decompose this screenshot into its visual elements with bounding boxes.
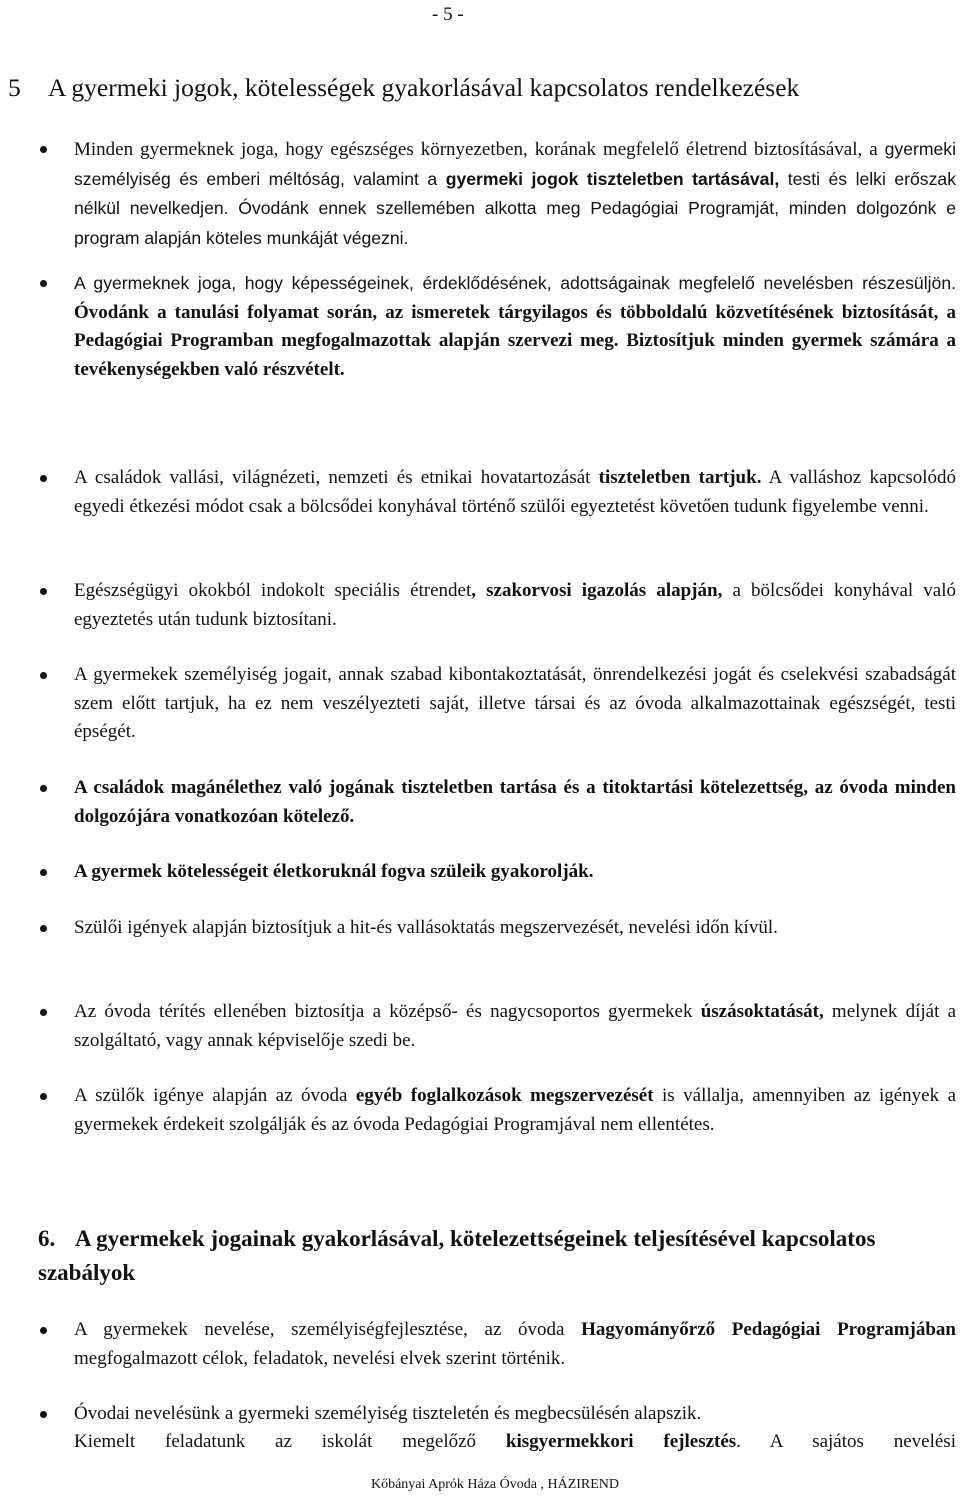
list-item-diet: Egészségügyi okokból indokolt speciális étrendet, szakorvosi igazolás alapján, a bölcsődei konyhával való egyeztetés után tudunk biztosítani. xyxy=(74,577,956,634)
list-item-respect: Óvodai nevelésünk a gyermeki személyiség tiszteletén és megbecsülésén alapszik. xyxy=(74,1400,956,1429)
list-item-religious-education: Szülői igények alapján biztosítjuk a hit-és vallásoktatás megszervezését, nevelési időn kívül. xyxy=(74,914,956,943)
list-item-other-activities: A szülők igénye alapján az óvoda egyéb foglalkozások megszervezését is vállalja, amennyiben az igények a gyermekek érdekeit szolgálják és az óvoda Pedagógiai Programjával nem ellentétes. xyxy=(74,1082,956,1139)
page-footer: Kőbányai Aprók Háza Óvoda , HÁZIREND xyxy=(370,1477,620,1492)
list-item-personal-rights: A gyermekek személyiség jogait, annak szabad kibontakoztatását, önrendelkezési jogát és cselekvési szabadságát szem előtt tartjuk, ha ez nem veszélyezteti saját, illetve társai és az óvoda alkalmazottainak egészségét, testi épségét. xyxy=(74,661,956,747)
section-5-title: A gyermeki jogok, kötelességek gyakorlásával kapcsolatos rendelkezések xyxy=(48,73,800,102)
section-5-number: 5 xyxy=(8,73,21,102)
page-number: - 5 - xyxy=(432,4,464,25)
list-item-education-program: A gyermekek nevelése, személyiségfejlesztése, az óvoda Hagyományőrző Pedagógiai Programjában megfogalmazott célok, feladatok, nevelési elvek szerint történik. xyxy=(74,1316,956,1373)
section-6-heading xyxy=(38,1222,938,1290)
list-item-religion: A családok vallási, világnézeti, nemzeti és etnikai hovatartozását tiszteletben tartjuk. A valláshoz kapcsolódó egyedi étkezési módot csak a bölcsődei konyhával történő szülői egyeztetést követően tudunk figyelembe venni. xyxy=(74,464,956,521)
section-6-number: 6. xyxy=(38,1226,56,1251)
list-item-swimming: Az óvoda térítés ellenében biztosítja a középső- és nagycsoportos gyermekek úszásoktatását, melynek díját a szolgáltató, vagy annak képviselője szedi be. xyxy=(74,998,956,1055)
list-item-duties: A gyermek kötelességeit életkoruknál fogva szüleik gyakorolják. xyxy=(74,858,956,887)
list-item-child-rights: Minden gyermeknek joga, hogy egészséges környezetben, korának megfelelő életrend biztosításával, a gyermeki személyiség és emberi méltóság, valamint a gyermeki jogok tiszteletben tartásával, testi és lelki erőszak nélkül nevelkedjen. Óvodánk ennek szellemében alkotta meg Pedagógiai Programját, minden dolgozónk e program alapján köteles munkáját végezni. xyxy=(74,135,956,253)
list-item-abilities: A gyermeknek joga, hogy képességeinek, érdeklődésének, adottságainak megfelelő nevelésben részesüljön. Óvodánk a tanulási folyamat során, az ismeretek tárgyilagos és többoldalú közvetítésének biztosítását, a Pedagógiai Programban megfogalmazottak alapján szervezi meg. Biztosítjuk minden gyermek számára a tevékenységekben való részvételt. xyxy=(74,269,956,384)
paragraph-continuation: Kiemelt feladatunk az iskolát megelőző kisgyermekkori fejlesztés. A sajátos nevelési xyxy=(74,1431,956,1452)
section-5-heading xyxy=(8,73,799,103)
section-6-title: A gyermekek jogainak gyakorlásával, kötelezettségeinek teljesítésével kapcsolatos szabályok xyxy=(38,1226,876,1285)
list-item-privacy: A családok magánélethez való jogának tiszteletben tartása és a titoktartási kötelezettség, az óvoda minden dolgozójára vonatkozóan kötelező. xyxy=(74,774,956,831)
